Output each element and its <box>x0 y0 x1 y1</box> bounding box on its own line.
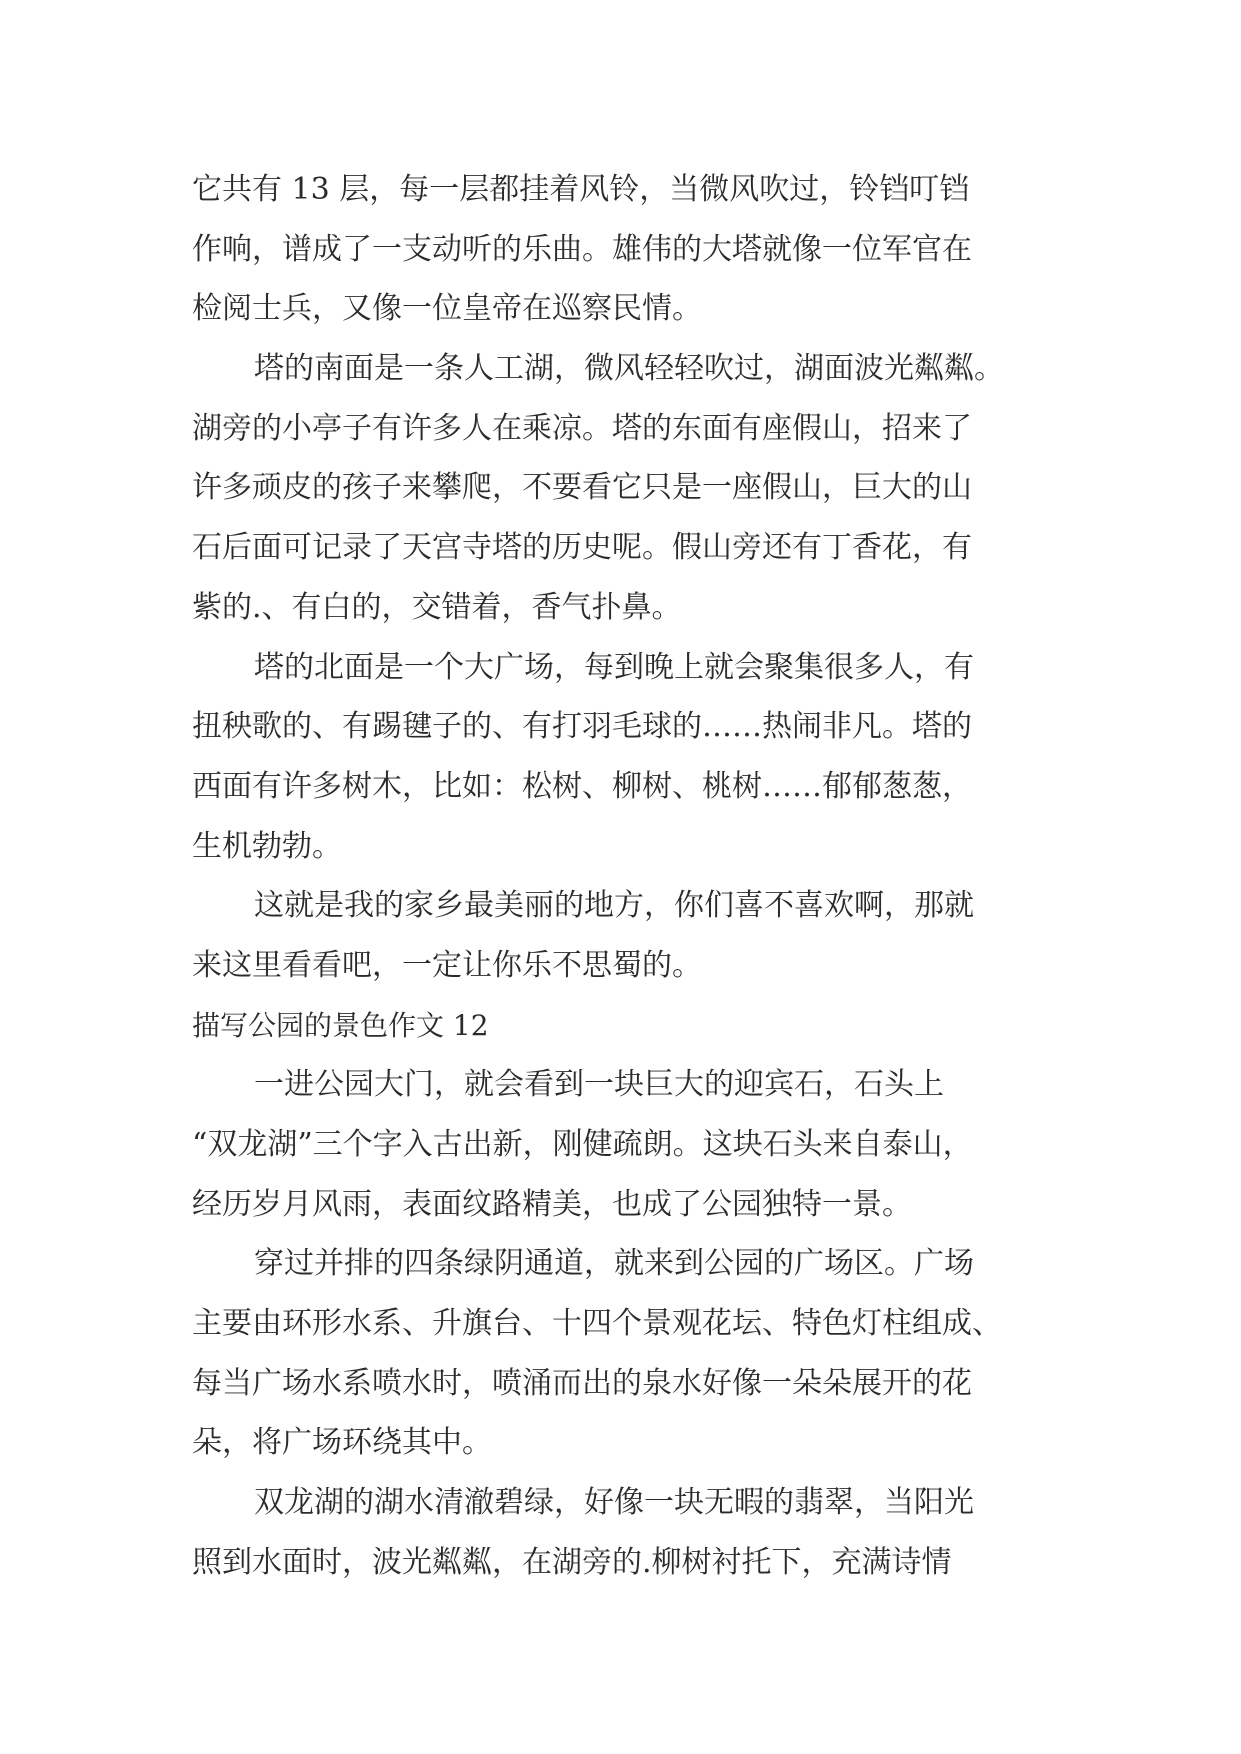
text-line: 扭秧歌的、有踢毽子的、有打羽毛球的……热闹非凡。塔的 <box>192 709 972 745</box>
text-line: 湖旁的小亭子有许多人在乘凉。塔的东面有座假山，招来了 <box>192 410 972 446</box>
paragraph-start-line: 这就是我的家乡最美丽的地方，你们喜不喜欢啊，那就 <box>254 888 974 924</box>
text-line: 经历岁月风雨，表面纹路精美，也成了公园独特一景。 <box>192 1186 912 1222</box>
text-line: 照到水面时，波光粼粼，在湖旁的.柳树衬托下，充满诗情 <box>192 1544 952 1580</box>
section-heading: 描写公园的景色作文 12 <box>192 1008 489 1042</box>
text-line: 西面有许多树木，比如：松树、柳树、桃树……郁郁葱葱， <box>192 768 972 804</box>
text-line: 每当广场水系喷水时，喷涌而出的泉水好像一朵朵展开的花 <box>192 1365 972 1401</box>
paragraph-start-line: 塔的北面是一个大广场，每到晚上就会聚集很多人，有 <box>254 649 974 685</box>
text-line: 作响，谱成了一支动听的乐曲。雄伟的大塔就像一位军官在 <box>192 231 972 267</box>
document-page <box>192 160 1062 1593</box>
paragraph-start-line: 塔的南面是一条人工湖，微风轻轻吹过，湖面波光粼粼。 <box>254 351 1004 387</box>
text-line: 朵，将广场环绕其中。 <box>192 1425 492 1461</box>
text-line: 来这里看看吧，一定让你乐不思蜀的。 <box>192 947 702 983</box>
paragraph-start-line: 双龙湖的湖水清澈碧绿，好像一块无暇的翡翠，当阳光 <box>254 1485 974 1521</box>
text-line: “双龙湖”三个字入古出新，刚健疏朗。这块石头来自泰山， <box>192 1127 973 1162</box>
text-line: 许多顽皮的孩子来攀爬，不要看它只是一座假山，巨大的山 <box>192 470 972 506</box>
text-line: 石后面可记录了天宫寺塔的历史呢。假山旁还有丁香花，有 <box>192 530 972 566</box>
text-line: 主要由环形水系、升旗台、十四个景观花坛、特色灯柱组成、 <box>192 1306 1002 1342</box>
paragraph-start-line: 穿过并排的四条绿阴通道，就来到公园的广场区。广场 <box>254 1246 974 1282</box>
text-line: 生机勃勃。 <box>192 828 342 864</box>
text-line: 它共有 13 层，每一层都挂着风铃，当微风吹过，铃铛叮铛 <box>192 172 970 207</box>
text-line: 检阅士兵，又像一位皇帝在巡察民情。 <box>192 291 702 327</box>
paragraph-start-line: 一进公园大门，就会看到一块巨大的迎宾石，石头上 <box>254 1067 944 1103</box>
text-line: 紫的.、有白的，交错着，香气扑鼻。 <box>192 589 682 625</box>
